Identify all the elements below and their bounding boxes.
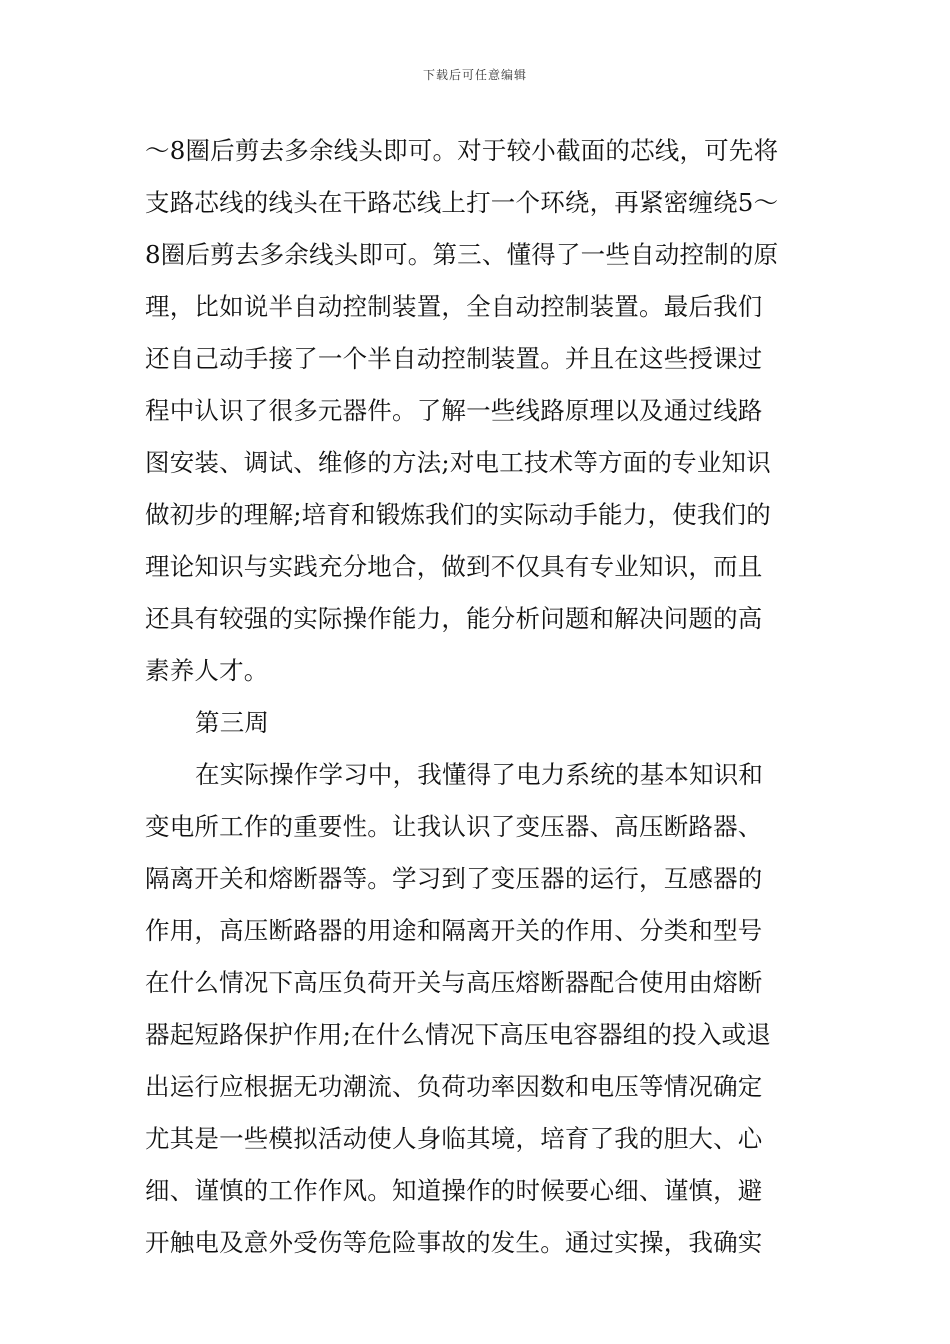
text-line: 尤其是一些模拟活动使人身临其境，培育了我的胆大、心 xyxy=(145,1124,763,1153)
text-line: 开触电及意外受伤等危险事故的发生。通过实操，我确实 xyxy=(145,1228,763,1257)
text-line: 8圈后剪去多余线头即可。第三、懂得了一些自动控制的原 xyxy=(145,240,779,269)
text-line: 作用，高压断路器的用途和隔离开关的作用、分类和型号 xyxy=(145,916,763,945)
paragraph-first-line: 在实际操作学习中，我懂得了电力系统的基本知识和 xyxy=(195,760,764,789)
text-line: 做初步的理解;培育和锻炼我们的实际动手能力，使我们的 xyxy=(145,500,771,529)
text-line: ～8圈后剪去多余线头即可。对于较小截面的芯线，可先将 xyxy=(145,136,779,165)
page-header-note: 下载后可任意编辑 xyxy=(422,68,527,82)
text-line: 在什么情况下高压负荷开关与高压熔断器配合使用由熔断 xyxy=(145,968,763,997)
text-line: 器起短路保护作用;在什么情况下高压电容器组的投入或退 xyxy=(145,1020,771,1049)
section-heading: 第三周 xyxy=(195,708,270,737)
text-line: 理，比如说半自动控制装置，全自动控制装置。最后我们 xyxy=(145,292,763,321)
text-line: 理论知识与实践充分地合，做到不仅具有专业知识，而且 xyxy=(145,552,763,581)
text-line: 还自己动手接了一个半自动控制装置。并且在这些授课过 xyxy=(145,344,763,373)
text-line: 支路芯线的线头在干路芯线上打一个环绕，再紧密缠绕5～ xyxy=(145,188,779,217)
document-body xyxy=(145,125,815,1269)
text-line: 程中认识了很多元器件。了解一些线路原理以及通过线路 xyxy=(145,396,763,425)
text-line: 变电所工作的重要性。让我认识了变压器、高压断路器、 xyxy=(145,812,763,841)
text-line: 还具有较强的实际操作能力，能分析问题和解决问题的高 xyxy=(145,604,763,633)
text-line: 细、谨慎的工作作风。知道操作的时候要心细、谨慎，避 xyxy=(145,1176,763,1205)
text-line: 图安装、调试、维修的方法;对电工技术等方面的专业知识 xyxy=(145,448,771,477)
text-line: 素养人才。 xyxy=(145,656,269,685)
text-line: 隔离开关和熔断器等。学习到了变压器的运行，互感器的 xyxy=(145,864,763,893)
text-line: 出运行应根据无功潮流、负荷功率因数和电压等情况确定 xyxy=(145,1072,763,1101)
